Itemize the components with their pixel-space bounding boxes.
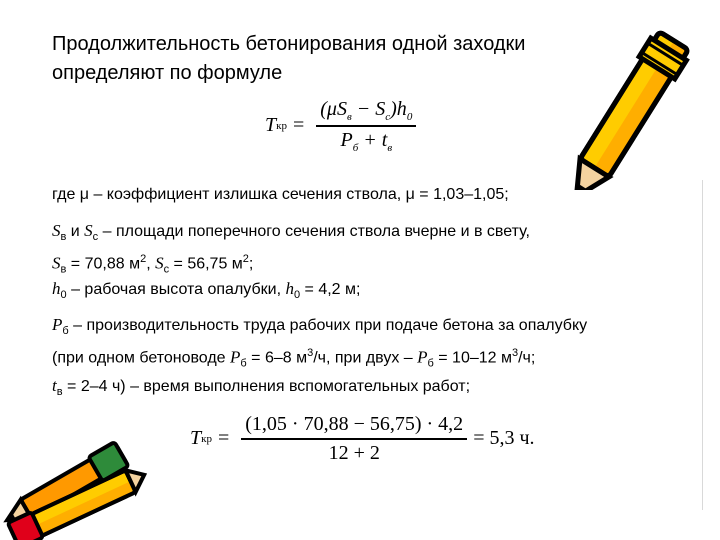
title-line-1: Продолжительность бетонирования одной заходки	[52, 33, 526, 55]
calc-equals: =	[217, 427, 230, 450]
formula-numerator: $(\mu S_в - S_с)h_0$	[320, 98, 413, 123]
formula-lhs: T	[265, 114, 277, 137]
definition-s	[52, 220, 652, 281]
formula-equals: =	[292, 114, 305, 137]
formula-lhs-sub: кр	[276, 119, 287, 132]
calc-result: = 5,3 ч.	[473, 427, 535, 450]
calc-fraction	[241, 413, 467, 465]
calc-lhs-sub: кр	[201, 432, 212, 445]
slide-border-line	[702, 180, 703, 510]
pencil-top-right-icon	[560, 0, 720, 190]
title-line-2: определяют по формуле	[52, 62, 283, 84]
definition-p-t	[52, 314, 652, 403]
definition-p-line-2: (при одном бетоноводе $P_б = 6-8$ $м^3/ч$, при двух – $P_б = 10-12$ $м^3/ч$;	[52, 347, 536, 370]
formula-general	[265, 98, 416, 154]
formula-calculation	[190, 413, 535, 465]
definition-p-line-1: $P_б$ – производительность труда рабочих при подаче бетона за опалубку	[52, 315, 588, 338]
formula-fraction	[316, 98, 416, 154]
slide-title	[52, 30, 612, 88]
formula-denominator: $P_б + t_в$	[340, 128, 393, 154]
definition-t-line: $t_в = 2-4$ ч) – время выполнения вспомогательных работ;	[52, 375, 471, 398]
definition-mu: где μ – коэффициент излишка сечения ствола, μ = 1,03–1,05;	[52, 186, 509, 203]
pencils-bottom-left-icon	[0, 425, 150, 540]
definition-h: $h_0$ – рабочая высота опалубки, $h_0 = 4,2$ м;	[52, 279, 361, 302]
calc-denominator: 12 + 2	[328, 441, 380, 464]
calc-numerator: (1,05 · 70,88 − 56,75) · 4,2	[245, 413, 464, 435]
calc-lhs: T	[190, 427, 202, 450]
definition-s-line-1: $S_в$ и $S_с$ – площади поперечного сечения ствола вчерне и в свету,	[52, 221, 530, 244]
definition-s-line-2: $S_в = 70,88$ $м^2$, $S_с = 56,75$ $м^2$;	[52, 253, 254, 276]
